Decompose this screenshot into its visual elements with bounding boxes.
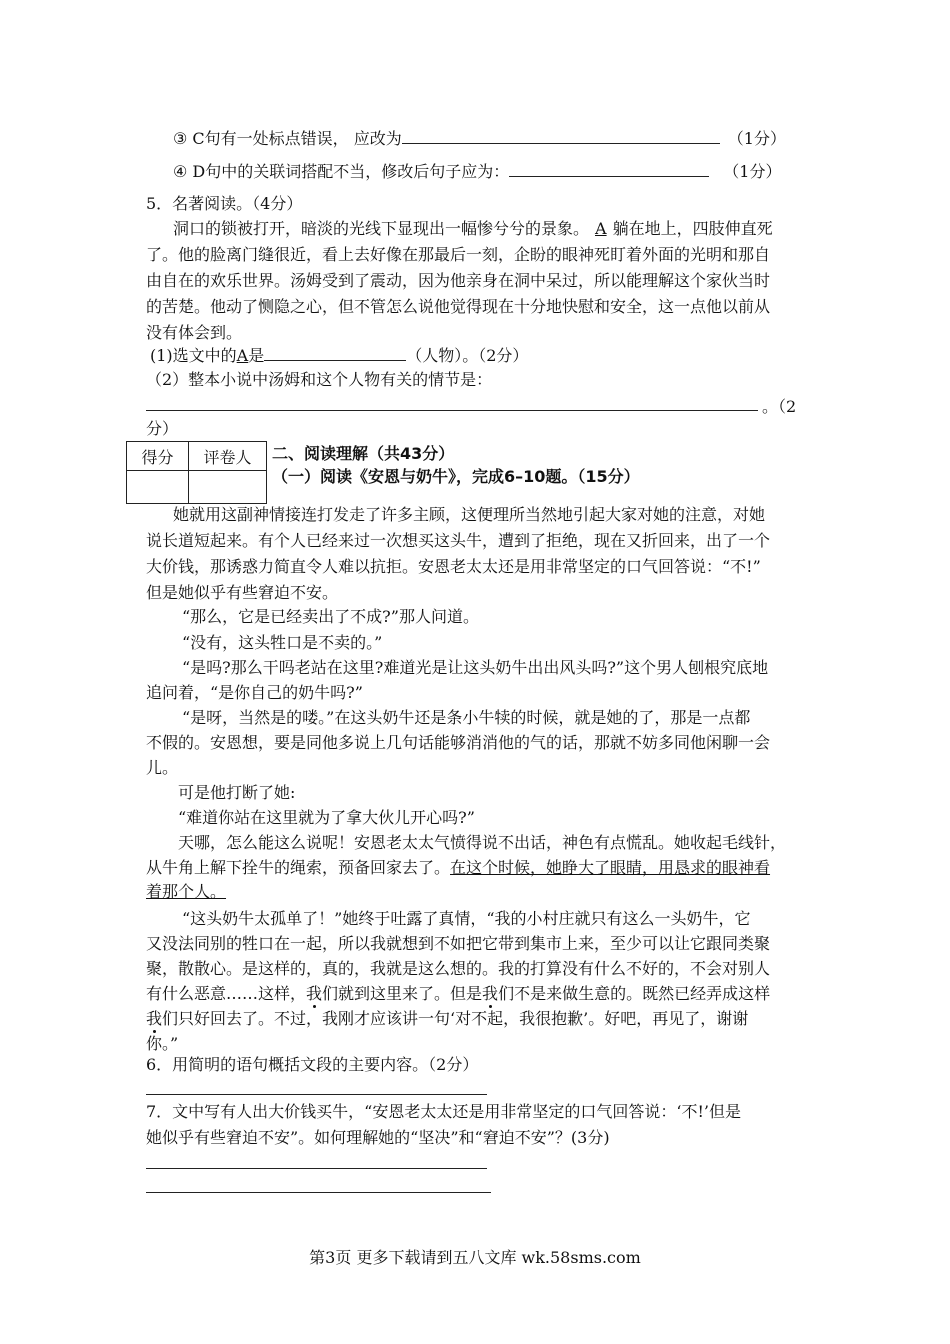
story-line: 但是她似乎有些窘迫不安。 [146,583,339,602]
q7-line: 她似乎有些窘迫不安”。如何理解她的“坚决”和“窘迫不安”？(3分) [146,1128,610,1147]
q4-item4: ④ D句中的关联词搭配不当，修改后句子应为： （1分） [173,162,782,181]
story-line: 聚，散散心。是这样的，真的，我就是这么想的。我的打算没有什么不好的，不会对别人 [146,959,771,978]
q5-sub1: (1)选文中的A是 （人物）。（2分） [150,346,529,365]
grader-cell[interactable] [189,471,267,504]
story-line: “是吗?那么干吗老站在这里?难道光是让这头奶牛出出风头吗?”这个男人刨根究底地 [182,658,769,677]
story-line: “难道你站在这里就为了拿大伙儿开心吗?” [178,808,475,827]
story-line: “那么，它是已经卖出了不成?”那人问道。 [182,607,479,626]
answer-blank-q4-4[interactable] [509,160,709,177]
story-line: “这头奶牛太孤单了！”她终于吐露了真情，“我的小村庄就只有这么一头奶牛，它 [182,909,751,928]
q6-text: 6．用简明的语句概括文段的主要内容。（2分） [146,1055,479,1074]
underlined-sentence: 在这个时候，她睁大了眼睛，用恳求的眼神看 [450,858,771,877]
q5-sub2-wrap: 分） [146,419,179,438]
story-line: 我们只好回去了。不过，我刚才应该讲一句‘对不起，我很抱歉’。好吧，再见了，谢谢 [146,1009,749,1028]
story-line: 从牛角上解下拴牛的绳索，预备回家去了。在这个时候，她睁大了眼睛，用恳求的眼神看 [146,858,771,877]
story-line: 不假的。安恩想，要是同他多说上几句话能够消消他的气的话，那就不妨多同他闲聊一会 [146,733,771,752]
emphasis-dot-char: 我 [306,984,323,1003]
emphasis-dot-char: 我 [146,1009,163,1028]
q5-passage-line: 洞口的锁被打开，暗淡的光线下显现出一幅惨兮兮的景象。 A 躺在地上，四肢伸直死 [173,219,773,238]
story-line: 又没法同别的牲口在一起，所以我就想到不如把它带到集市上来，至少可以让它跟同类聚 [146,934,771,953]
story-line: “是呀，当然是的喽。”在这头奶牛还是条小牛犊的时候，就是她的了，那是一点都 [182,708,751,727]
story-line: “没有，这头牲口是不卖的。” [182,633,383,652]
q5-passage-line: 的苦楚。他动了恻隐之心，但不管怎么说他觉得现在十分地快慰和安全，这一点他以前从 [146,297,771,316]
story-line: 追问着，“是你自己的奶牛吗?” [146,683,363,702]
underlined-sentence: 着那个人。 [146,882,227,901]
answer-line-q6[interactable] [146,1094,487,1095]
story-line: 你。” [146,1034,179,1053]
answer-line-q7[interactable] [146,1192,491,1193]
story-line: 她就用这副神情接连打发走了许多主顾，这便理所当然地引起大家对她的注意，对她 [173,505,766,524]
story-line: 可是他打断了她: [178,783,296,802]
q5-passage-line: 由自在的欢乐世界。汤姆受到了震动，因为他亲身在洞中呆过，所以能理解这个家伙当时 [146,271,771,290]
score-cell[interactable] [127,471,189,504]
answer-line-q7[interactable] [146,1168,487,1169]
q5-passage-line: 没有体会到。 [146,323,243,342]
story-line: 说长道短起来。有个人已经来过一次想买这头牛，遭到了拒绝，现在又折回来，出了一个 [146,531,771,550]
page-footer: 第3页 更多下载请到五八文库 wk.58sms.com [309,1248,641,1267]
answer-blank-q4-3[interactable] [402,127,720,144]
q5-sub2: （2）整本小说中汤姆和这个人物有关的情节是： [146,370,493,389]
marker-a: A [595,219,607,238]
answer-blank-q5-1[interactable] [264,344,406,361]
q4-item3: ③ C句有一处标点错误， 应改为 （1分） [173,129,786,148]
q5-sub2-end: 。（2 [762,397,797,416]
q5-heading: 5．名著阅读。（4分） [146,194,303,213]
story-line [146,881,226,903]
story-line: 有什么恶意……这样，我们就到这里来了。但是我们不是来做生意的。既然已经弄成这样 [146,984,771,1003]
story-line: 大价钱，那诱惑力简直令人难以抗拒。安恩老太太还是用非常坚定的口气回答说：“不!” [146,557,761,576]
score-table [126,441,267,504]
emphasis-dot-char: 我 [482,984,499,1003]
grader-header: 评卷人 [189,442,267,471]
score-header: 得分 [127,442,189,471]
section-subtitle: （一）阅读《安恩与奶牛》，完成6–10题。（15分） [272,467,640,486]
section-title: 二、阅读理解（共43分） [272,444,455,463]
story-line: 儿。 [146,758,179,777]
q7-line: 7．文中写有人出大价钱买牛，“安恩老太太还是用非常坚定的口气回答说：‘不!’但是 [146,1102,741,1121]
answer-line-q5-2[interactable] [146,410,758,411]
q5-passage-line: 了。他的脸离门缝很近，看上去好像在那最后一刻，企盼的眼神死盯着外面的光明和那自 [146,245,771,264]
story-line: 天哪，怎么能这么说呢！安恩老太太气愤得说不出话，神色有点慌乱。她收起毛线针， [178,833,787,852]
